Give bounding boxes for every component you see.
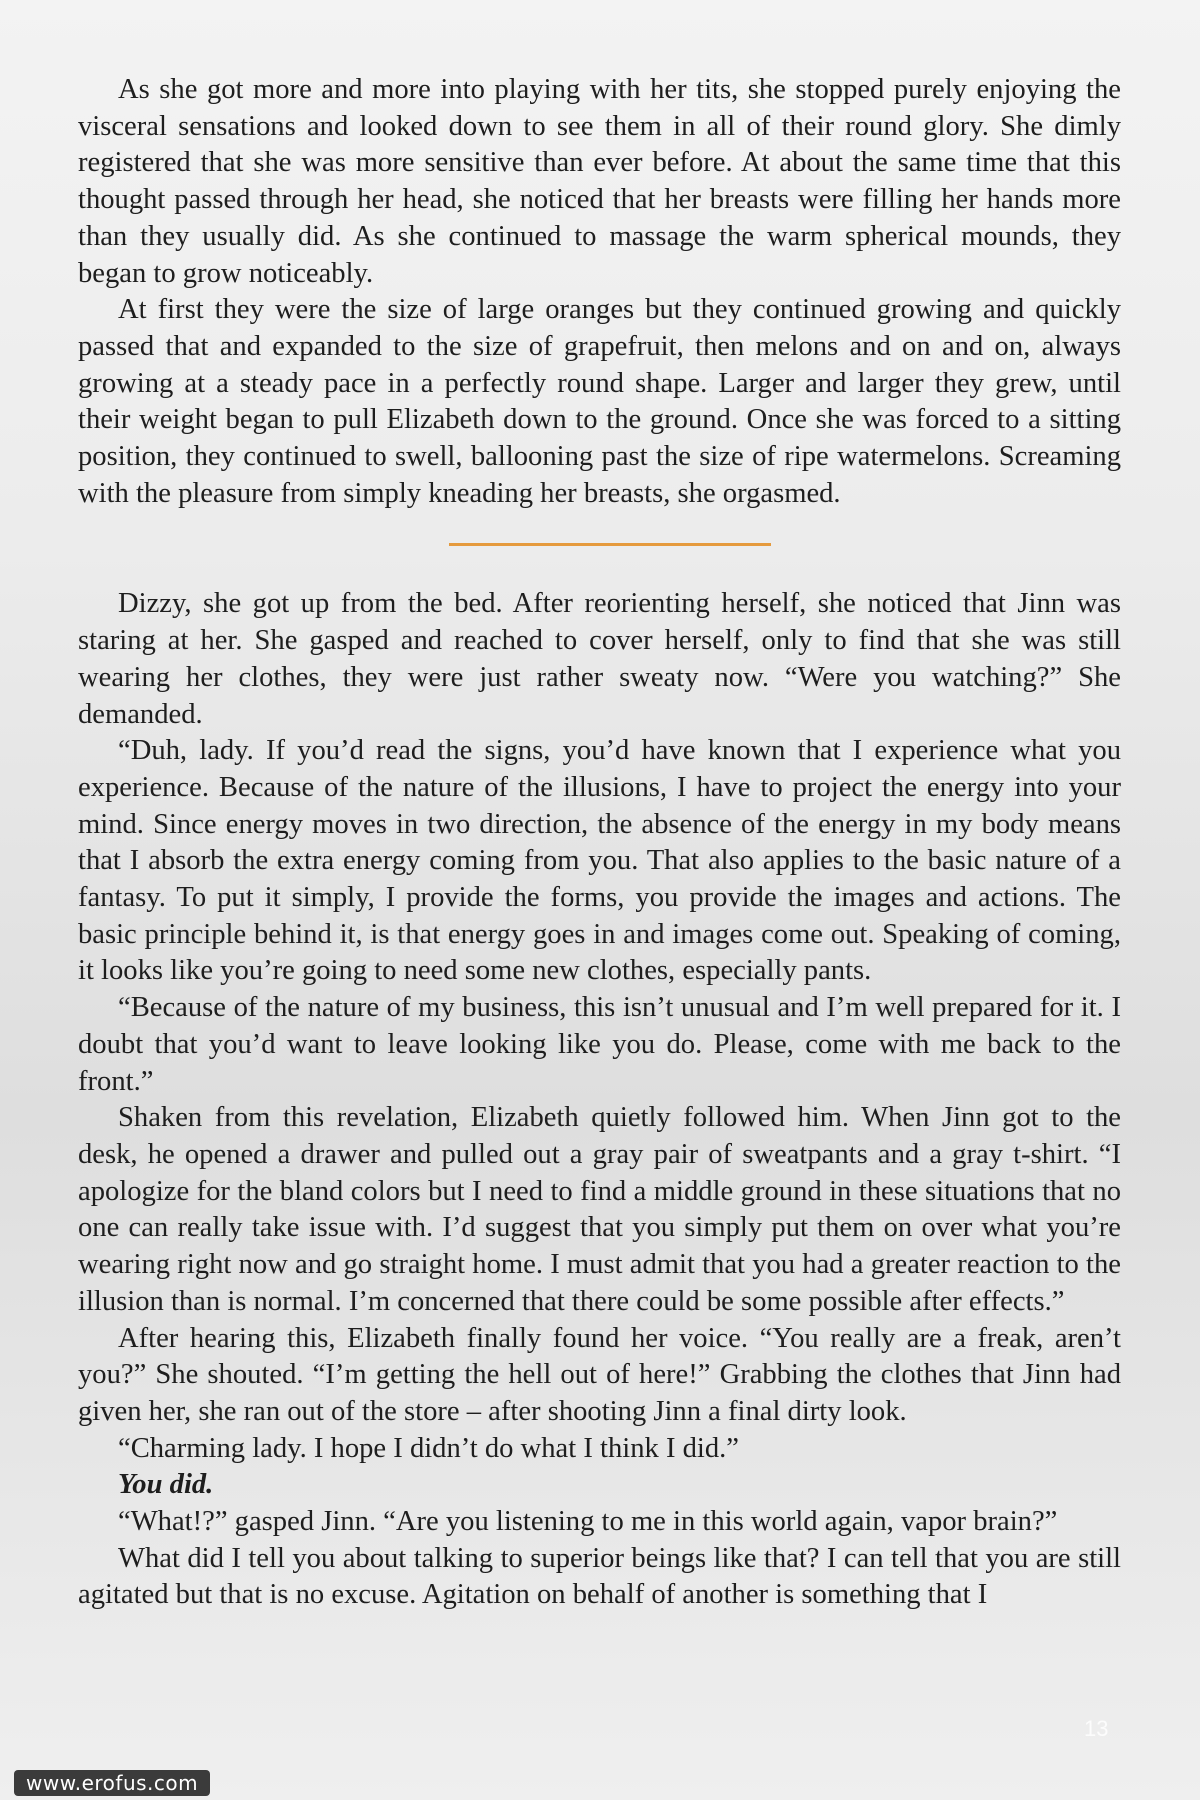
paragraph: “Charming lady. I hope I didn’t do what I think I did.” [118, 1432, 739, 1464]
paragraph: After hearing this, Elizabeth finally found her voice. “You really are a freak, aren’t you?” She shouted. “I’m getting the hell out of here!” Grabbing the clothes that Jinn had given her, she ran out of the store – after shooting Jinn a final dirty look. [78, 1322, 1121, 1427]
paragraph: At first they were the size of large oranges but they continued growing and quickly passed that and expanded to the size of grapefruit, then melons and on and on, always growing at a steady pace in a perfectly round shape. Larger and larger they grew, until their weight began to pull Elizabeth down to the ground. Once she was forced to a sitting position, they continued to swell, ballooning past the size of ripe watermelons. Screaming with the pleasure from simply kneading her breasts, she orgasmed. [78, 294, 1121, 509]
section-divider [449, 543, 771, 546]
paragraph: As she got more and more into playing with her tits, she stopped purely enjoying the visceral sensations and looked down to see them in all of their round glory. She dimly registered that she was more sensitive than ever before. At about the same time that this thought passed through her head, she noticed that her breasts were filling her hands more than they usually did. As she continued to massage the warm spherical mounds, they began to grow noticeably. [78, 74, 1121, 289]
page-number: 13 [1084, 1716, 1109, 1741]
paragraph: “Because of the nature of my business, this isn’t unusual and I’m well prepared for it. I doubt that you’d want to leave looking like you do. Please, come with me back to the front.” [78, 992, 1121, 1097]
paragraph: Dizzy, she got up from the bed. After reorienting herself, she noticed that Jinn was staring at her. She gasped and reached to cover herself, only to find that she was still wearing her clothes, they were just rather sweaty now. “Were you watching?” She demanded. [78, 588, 1121, 730]
text-section-1 [78, 72, 1121, 512]
paragraph: “Duh, lady. If you’d read the signs, you’d have known that I experience what you experience. Because of the nature of the illusions, I have to project the energy into your mind. Since energy moves in two direction, the absence of the energy in my body means that I absorb the extra energy coming from you. That also applies to the basic nature of a fantasy. To put it simply, I provide the forms, you provide the images and actions. The basic principle behind it, is that energy goes in and images come out. Speaking of coming, it looks like you’re going to need some new clothes, especially pants. [78, 735, 1121, 987]
paragraph: “What!?” gasped Jinn. “Are you listening to me in this world again, vapor brain?” [118, 1506, 1058, 1538]
text-section-2 [78, 586, 1121, 1614]
paragraph: Shaken from this revelation, Elizabeth quietly followed him. When Jinn got to the desk, he opened a drawer and pulled out a gray pair of sweatpants and a gray t-shirt. “I apologize for the bland colors but I need to find a middle ground in these situations that no one can really take issue with. I’d suggest that you simply put them on over what you’re wearing right now and go straight home. I must admit that you had a greater reaction to the illusion than is normal. I’m concerned that there could be some possible after effects.” [78, 1102, 1121, 1317]
paragraph: What did I tell you about talking to superior beings like that? I can tell that you are still agitated but that is no excuse. Agitation on behalf of another is something that I [78, 1542, 1121, 1611]
page-content [78, 72, 1121, 1614]
inner-voice-line: You did. [118, 1469, 214, 1501]
site-watermark: www.erofus.com [14, 1770, 210, 1796]
